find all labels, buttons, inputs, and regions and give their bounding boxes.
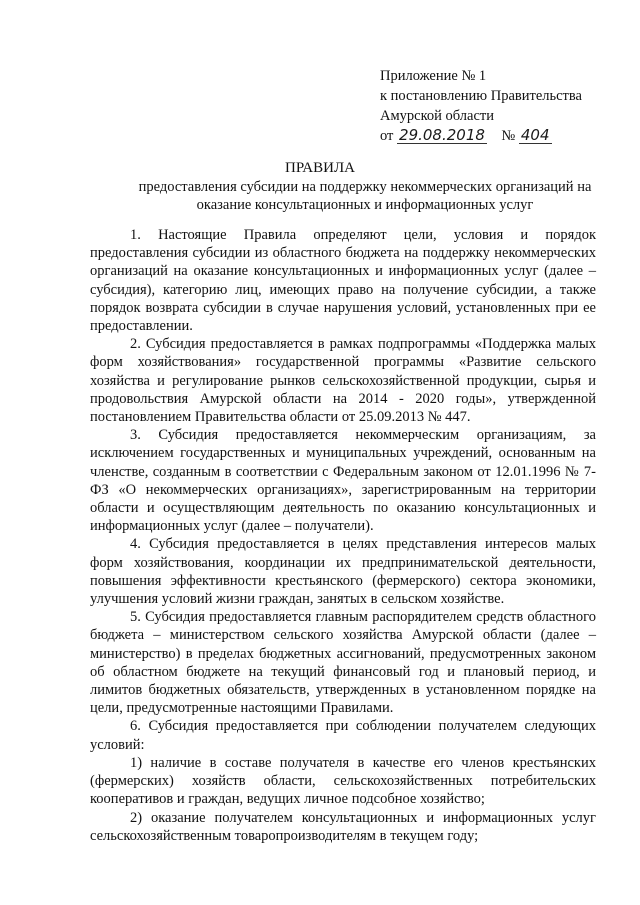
from-label: от [380,128,394,144]
paragraph: 6. Субсидия предоставляется при соблюдении получателем следующих условий: [90,718,596,753]
document-subtitle: предоставления субсидии на поддержку некоммерческих организаций на оказание консультационных и информационных услуг [138,179,592,213]
appendix-date-number-line [380,126,582,146]
document-title: ПРАВИЛА [285,160,355,176]
paragraph: 1. Настоящие Правила определяют цели, условия и порядок предоставления субсидии из областного бюджета на поддержку некоммерческих организаций на оказание консультационных и информационных услуг (далее – субсидия), категорию лиц, имеющих право на получение субсидии, а также порядок возврата субсидии в случае нарушения условий, установленных при ее предоставлении. [90,227,596,335]
paragraph-subitem: 1) наличие в составе получателя в качестве его членов крестьянских (фермерских) хозяйств области, сельскохозяйственных потребительских кооперативов и граждан, ведущих личное подсобное хозяйство; [90,754,596,808]
handwritten-number: 404 [520,126,550,144]
document-body [90,226,596,845]
appendix-line-1: Приложение № 1 [380,68,487,84]
paragraph: 3. Субсидия предоставляется некоммерческим организациям, за исключением государственных и муниципальных учреждений, основанным на членстве, созданным в соответствии с Федеральным законом от 12.01.1996 № 7-ФЗ «О некоммерческих организациях», зарегистрированным на территории области и осуществляющим деятельность по оказанию консультационных и информационных услуг (далее – получатели). [90,427,596,535]
paragraph: 5. Субсидия предоставляется главным распорядителем средств областного бюджета – министерством сельского хозяйства Амурской области (далее – министерство) в пределах бюджетных ассигнований, предусмотренных законом об областном бюджете на текущий финансовый год и плановый период, и лимитов бюджетных обязательств, утвержденных в установленном порядке на цели, предусмотренные настоящими Правилами. [90,609,596,717]
appendix-header [380,66,582,146]
appendix-line-2: к постановлению Правительства [380,88,582,104]
paragraph: 2. Субсидия предоставляется в рамках подпрограммы «Поддержка малых форм хозяйствования» государственной программы «Развитие сельского хозяйства и регулирование рынков сельскохозяйственной продукции, сырья и продовольствия Амурской области на 2014 - 2020 годы», утвержденной постановлением Правительства области от 25.09.2013 № 447. [90,336,596,426]
handwritten-date: 29.08.2018 [399,126,485,144]
appendix-line-3: Амурской области [380,108,494,124]
paragraph: 4. Субсидия предоставляется в целях представления интересов малых форм хозяйствования, координации их предпринимательской деятельности, повышения эффективности крестьянского (фермерского) сектора экономики, улучшения условий жизни граждан, занятых в сельском хозяйстве. [90,536,596,608]
paragraph-subitem: 2) оказание получателем консультационных и информационных услуг сельскохозяйственным товаропроизводителям в текущем году; [90,809,596,844]
number-label: № [501,128,516,144]
